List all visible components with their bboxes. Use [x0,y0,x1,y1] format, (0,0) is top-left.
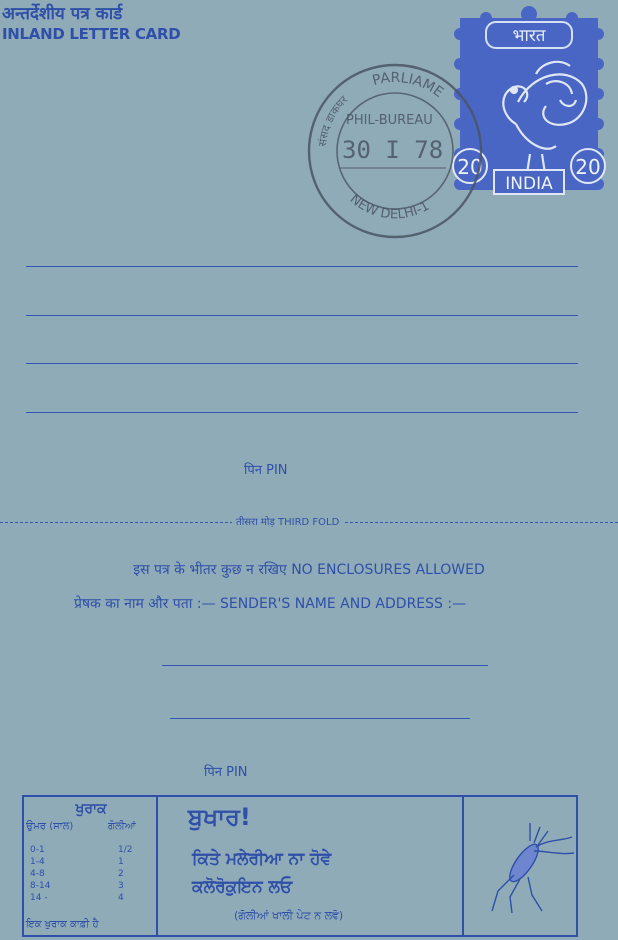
sender-line [170,718,470,719]
stamp-value-right: 20 [575,155,601,179]
postmark [296,52,494,250]
card-title-english: INLAND LETTER CARD [2,25,181,43]
mosquito-icon [484,815,578,915]
sender-pin-label: पिन PIN [204,765,248,780]
svg-text:NEW DELHI-1 [347,192,432,223]
dosage-tabs: 1/2 [118,845,133,855]
no-enclosures-notice: इस पत्र के भीतर कुछ न रखिए NO ENCLOSURES ALLOWED [133,562,485,578]
ad-line-1: ਕਿਤੇ ਮਲੇਰੀਆ ਨਾ ਹੋਵੇ [192,849,332,869]
card-title-hindi: अन्तर्देशीय पत्र कार्ड [2,4,123,24]
ad-line-3: (ਗੋਲੀਆਂ ਖਾਲੀ ਪੇਟ ਨ ਲਵੋ) [234,909,344,922]
address-line [26,412,578,413]
postmark-left-text: संसद डाकघर [316,93,351,148]
dosage-col-tablets: ਗੋਲੀਆਂ [108,821,136,832]
malaria-ad-box [22,795,578,937]
postmark-top-text: PARLIAME [370,69,447,101]
dosage-age: 14 - [30,893,48,903]
sender-heading: प्रेषक का नाम और पता :— SENDER'S NAME AND ADDRESS :— [74,596,467,612]
sender-line [162,665,488,666]
address-pin-label: पिन PIN [244,463,288,478]
postmark-bottom-text: NEW DELHI-1 [346,191,432,223]
address-line [26,266,578,267]
dosage-tabs: 4 [118,893,124,903]
address-line [26,363,578,364]
stamp-value-left: 20 [457,155,483,179]
ad-headline: ਬੁਖਾਰ! [188,803,251,831]
third-fold-label: तीसरा मोड़ THIRD FOLD [232,514,343,528]
postmark-line1: PHIL-BUREAU [346,113,433,128]
stamp-country: INDIA [505,174,553,194]
card-title [2,4,180,44]
dosage-tabs: 3 [118,881,124,891]
address-line [26,315,578,316]
dosage-age: 1-4 [30,857,45,867]
ad-line-2: ਕਲੋਰੋਕੁਇਨ ਲਓ [192,877,293,897]
dosage-age: 8-14 [30,881,51,891]
dosage-note: ਇਕ ਖੁਰਾਕ ਕਾਫ਼ੀ ਹੈ [26,919,99,930]
stamp-country-hindi: भारत [512,26,546,46]
dosage-heading: ਖੁਰਾਕ [75,801,107,817]
dosage-age: 0-1 [30,845,45,855]
dosage-table [24,797,158,935]
dosage-tabs: 2 [118,869,124,879]
dosage-col-age: ਉਮਰ (ਸਾਲ) [26,821,74,832]
postmark-date: 30 I 78 [342,136,444,164]
dosage-age: 4-8 [30,869,45,879]
dosage-tabs: 1 [118,857,124,867]
